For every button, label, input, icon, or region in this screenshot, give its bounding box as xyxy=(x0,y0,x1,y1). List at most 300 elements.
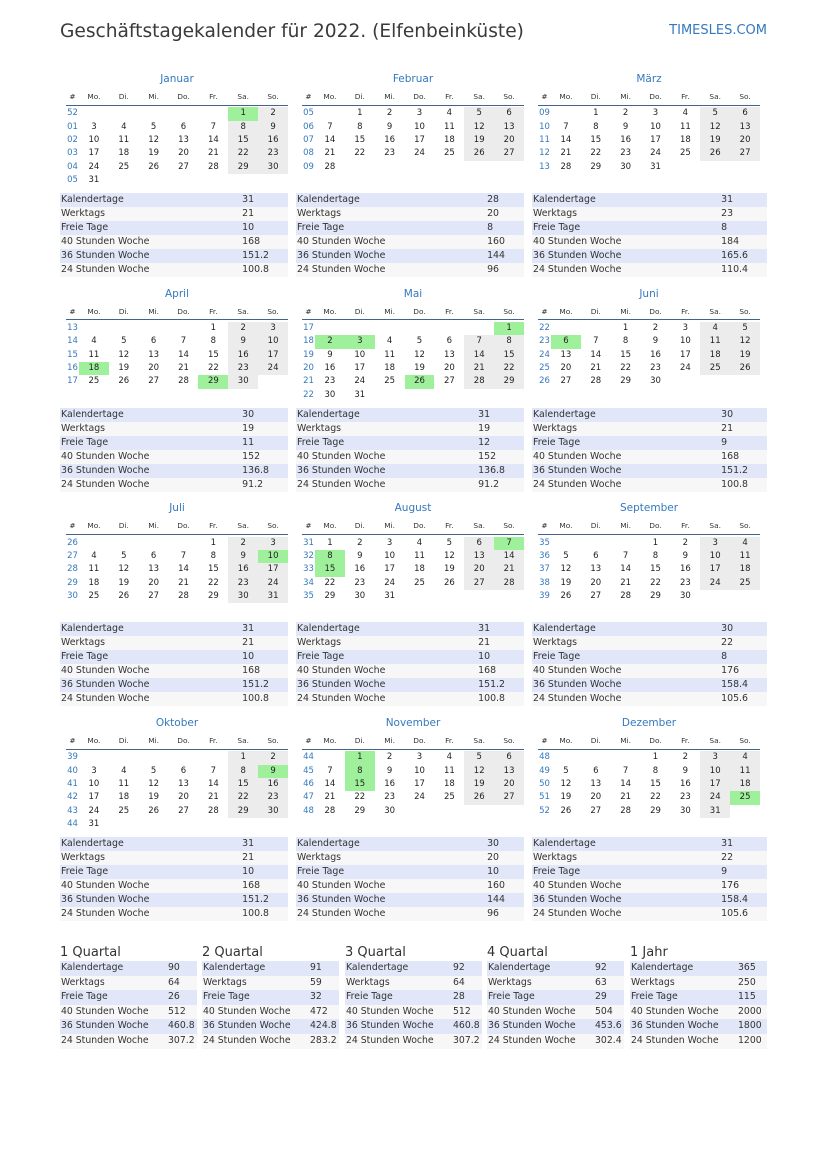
stat-value: 100.8 xyxy=(242,908,269,920)
stat-label: 36 Stunden Woche xyxy=(533,464,622,476)
weekday-header-row xyxy=(302,305,524,321)
weekend-day-cell: 4 xyxy=(700,322,730,335)
summary-label: 36 Stunden Woche xyxy=(488,1020,576,1032)
weekend-day-cell: 13 xyxy=(730,121,760,134)
weekend-day-cell: 15 xyxy=(228,778,258,791)
day-cell: 28 xyxy=(590,376,602,387)
weekend-day-cell: 11 xyxy=(700,335,730,348)
stat-label: 24 Stunden Woche xyxy=(533,264,622,275)
empty-day-cell xyxy=(581,537,611,550)
summary-label: 24 Stunden Woche xyxy=(61,1034,149,1046)
day-cell: 8 xyxy=(593,121,599,132)
week-rows xyxy=(538,107,760,173)
summary-column xyxy=(202,944,339,1049)
weekend-day-cell: 20 xyxy=(494,134,524,147)
week-row xyxy=(302,550,524,563)
weekend-day-cell: 9 xyxy=(228,335,258,348)
weekend-day-cell: 14 xyxy=(464,349,494,362)
stat-label: Freie Tage xyxy=(297,651,345,663)
weekday-header: So. xyxy=(267,736,279,746)
weekday-header: Mi. xyxy=(384,306,396,316)
weekday-header: Sa. xyxy=(473,92,485,101)
month-stats-table xyxy=(60,408,288,492)
day-cell: 6 xyxy=(180,765,187,776)
week-row xyxy=(302,161,524,174)
weekend-day-cell: 2 xyxy=(258,751,288,764)
weekend-day-cell: 4 xyxy=(730,537,760,550)
stat-label: 36 Stunden Woche xyxy=(61,679,150,691)
weekday-header: Mi. xyxy=(148,92,160,101)
stat-value: 8 xyxy=(487,222,494,233)
stat-row xyxy=(296,692,524,706)
stat-label: Kalendertage xyxy=(297,623,360,635)
summary-value: 504 xyxy=(595,1005,613,1017)
week-row xyxy=(302,375,524,388)
day-cell: 6 xyxy=(593,551,599,562)
weekend-day-cell: 8 xyxy=(228,121,258,134)
weekday-header: Di. xyxy=(590,306,601,316)
day-cell: 17 xyxy=(650,134,661,145)
page-title: Geschäftstagekalender für 2022. (Elfenbeinküste) xyxy=(60,21,524,42)
day-cell: 15 xyxy=(650,779,661,790)
empty-day-cell xyxy=(109,537,139,550)
day-cell: 28 xyxy=(620,805,632,816)
stat-value: 91.2 xyxy=(478,478,500,490)
holiday-day-cell: 15 xyxy=(345,778,375,791)
week-column-header: # xyxy=(69,92,76,101)
weekend-day-cell: 2 xyxy=(258,107,288,120)
weekend-day-cell: 4 xyxy=(730,751,760,764)
week-column-header: # xyxy=(541,736,548,746)
weekday-header: Do. xyxy=(413,521,426,531)
week-number: 01 xyxy=(67,121,78,132)
stat-row xyxy=(532,193,767,207)
stat-value: 9 xyxy=(721,866,728,878)
day-cell: 17 xyxy=(88,148,100,159)
weekend-day-cell: 22 xyxy=(228,147,258,160)
summary-label: 40 Stunden Woche xyxy=(346,1005,434,1017)
day-cell: 13 xyxy=(560,349,572,360)
empty-day-cell xyxy=(405,161,435,174)
weekend-day-cell: 11 xyxy=(730,550,760,563)
summary-label: Freie Tage xyxy=(203,991,250,1003)
summary-column xyxy=(630,944,767,1049)
stat-row xyxy=(532,879,767,893)
weekday-header: Di. xyxy=(590,92,601,101)
day-cell: 17 xyxy=(679,349,691,360)
weekend-day-cell: 6 xyxy=(464,537,494,550)
day-cell: 12 xyxy=(560,779,572,790)
day-cell: 16 xyxy=(679,779,691,790)
day-cell: 21 xyxy=(178,577,189,588)
summary-table xyxy=(60,961,197,1049)
stat-label: 40 Stunden Woche xyxy=(61,450,150,462)
week-row xyxy=(66,818,288,831)
weekend-day-cell: 24 xyxy=(258,362,288,375)
stat-label: 36 Stunden Woche xyxy=(61,894,150,906)
week-rows xyxy=(302,537,524,603)
empty-day-cell xyxy=(169,751,199,764)
day-cell: 27 xyxy=(178,161,189,172)
summary-row xyxy=(202,961,339,976)
week-number: 12 xyxy=(539,148,550,159)
day-cell: 9 xyxy=(682,551,689,562)
weekday-header: Di. xyxy=(354,521,365,531)
week-rows xyxy=(302,751,524,817)
stat-row xyxy=(532,478,767,492)
weekday-header: Mi. xyxy=(384,736,396,746)
stat-label: 24 Stunden Woche xyxy=(533,908,622,920)
stat-value: 100.8 xyxy=(478,693,505,705)
month-title: Oktober xyxy=(155,717,199,730)
day-cell: 16 xyxy=(384,779,396,790)
day-cell: 21 xyxy=(560,148,572,159)
day-cell: 8 xyxy=(652,551,659,562)
day-cell: 15 xyxy=(207,564,219,575)
stat-row xyxy=(296,249,524,263)
weekend-day-cell: 26 xyxy=(464,147,494,160)
week-column-header: # xyxy=(541,521,548,531)
week-row xyxy=(302,537,524,550)
holiday-day-cell: 25 xyxy=(730,791,760,804)
week-rows xyxy=(66,537,288,603)
weekend-day-cell: 15 xyxy=(494,349,524,362)
day-cell: 17 xyxy=(414,779,425,790)
day-cell: 23 xyxy=(384,792,396,803)
week-number: 46 xyxy=(303,779,314,790)
week-row xyxy=(66,550,288,563)
weekday-header: So. xyxy=(739,736,751,746)
day-cell: 10 xyxy=(88,134,100,145)
stat-value: 168 xyxy=(721,450,740,462)
month-stats-table xyxy=(532,837,767,921)
weekday-header: Di. xyxy=(118,306,129,316)
stat-row xyxy=(296,478,524,492)
stat-value: 21 xyxy=(242,852,255,864)
empty-day-cell xyxy=(551,322,581,335)
day-cell: 14 xyxy=(178,349,189,360)
weekday-header: So. xyxy=(503,92,515,101)
day-cell: 13 xyxy=(178,134,189,145)
stat-row xyxy=(532,622,767,636)
day-cell: 9 xyxy=(386,765,393,776)
summary-value: 365 xyxy=(738,962,756,973)
day-cell: 5 xyxy=(416,336,423,347)
day-cell: 7 xyxy=(180,551,187,562)
stat-label: Freie Tage xyxy=(533,651,581,663)
week-row xyxy=(66,805,288,818)
month-stats-table xyxy=(532,622,767,706)
day-cell: 3 xyxy=(386,537,393,548)
week-row xyxy=(538,550,760,563)
week-number: 39 xyxy=(67,752,78,763)
day-cell: 7 xyxy=(563,121,569,132)
stat-row xyxy=(60,678,288,692)
stat-value: 21 xyxy=(721,422,734,434)
holiday-day-cell: 1 xyxy=(345,751,375,764)
stat-value: 31 xyxy=(242,623,255,635)
day-cell: 17 xyxy=(384,564,396,575)
weekday-header: Sa. xyxy=(237,736,249,746)
day-cell: 30 xyxy=(650,376,661,387)
day-cell: 3 xyxy=(91,765,97,776)
stat-row xyxy=(532,865,767,879)
weekday-header: Do. xyxy=(177,521,190,531)
weekday-header: Mo. xyxy=(559,521,573,531)
day-cell: 26 xyxy=(148,161,160,172)
day-cell: 4 xyxy=(682,108,689,119)
stat-row xyxy=(296,879,524,893)
week-number: 37 xyxy=(539,564,550,575)
week-number: 52 xyxy=(67,108,78,119)
weekday-header: Mi. xyxy=(384,92,396,101)
month-title: März xyxy=(636,73,662,85)
stat-label: 24 Stunden Woche xyxy=(297,693,386,705)
stat-row xyxy=(532,837,767,851)
stat-value: 96 xyxy=(487,264,500,275)
summary-row xyxy=(487,1005,624,1020)
week-row xyxy=(66,765,288,778)
week-column-header: # xyxy=(69,736,76,746)
week-row xyxy=(538,577,760,590)
week-row xyxy=(302,577,524,590)
week-number: 18 xyxy=(303,336,314,347)
week-row xyxy=(66,751,288,764)
weekend-day-cell: 30 xyxy=(228,590,258,603)
weekday-header: Mi. xyxy=(384,521,396,531)
day-cell: 6 xyxy=(446,336,453,347)
week-row xyxy=(302,362,524,375)
stat-value: 12 xyxy=(478,436,491,448)
empty-day-cell xyxy=(611,751,641,764)
week-row xyxy=(66,107,288,120)
weekend-day-cell: 3 xyxy=(258,322,288,335)
weekend-day-cell: 17 xyxy=(258,349,288,362)
weekday-header: Mo. xyxy=(323,521,337,531)
week-number: 17 xyxy=(67,376,78,387)
day-cell: 15 xyxy=(207,349,219,360)
summary-row xyxy=(630,990,767,1005)
day-cell: 5 xyxy=(563,765,569,776)
week-number: 42 xyxy=(67,792,78,803)
stat-row xyxy=(296,464,524,478)
empty-day-cell xyxy=(375,161,405,174)
summary-row xyxy=(630,1019,767,1034)
stat-label: Werktags xyxy=(297,852,342,864)
stat-value: 30 xyxy=(721,623,734,635)
stat-value: 160 xyxy=(487,236,505,247)
stat-value: 11 xyxy=(242,436,255,448)
stat-label: 40 Stunden Woche xyxy=(297,450,386,462)
day-cell: 25 xyxy=(414,577,425,588)
stat-value: 168 xyxy=(242,880,261,892)
week-number: 25 xyxy=(539,362,550,373)
empty-day-cell xyxy=(258,174,288,187)
month-block xyxy=(532,714,767,924)
weekday-header-row xyxy=(66,519,288,535)
stat-row xyxy=(60,450,288,464)
stat-row xyxy=(60,478,288,492)
stat-row xyxy=(532,263,767,277)
weekday-header-row xyxy=(538,90,760,106)
week-number: 50 xyxy=(539,779,550,790)
brand-link[interactable]: TIMESLES.COM xyxy=(669,23,767,38)
summary-row xyxy=(60,990,197,1005)
stat-value: 176 xyxy=(721,665,740,677)
stat-value: 31 xyxy=(242,194,255,205)
weekend-day-cell: 27 xyxy=(494,791,524,804)
stat-value: 22 xyxy=(721,637,734,649)
stat-row xyxy=(532,851,767,865)
stat-label: Werktags xyxy=(61,422,106,434)
weekday-header: Fr. xyxy=(445,736,454,746)
week-number: 04 xyxy=(67,161,78,172)
day-cell: 27 xyxy=(443,376,455,387)
week-number: 17 xyxy=(303,323,314,334)
day-cell: 18 xyxy=(118,792,130,803)
week-row xyxy=(302,765,524,778)
weekend-day-cell: 5 xyxy=(700,107,730,120)
day-cell: 22 xyxy=(207,577,219,588)
week-row xyxy=(66,322,288,335)
summary-row xyxy=(60,1019,197,1034)
weekend-day-cell: 21 xyxy=(494,563,524,576)
week-row xyxy=(66,791,288,804)
summary-value: 90 xyxy=(168,962,180,973)
day-cell: 5 xyxy=(121,336,127,347)
week-row xyxy=(538,335,760,348)
day-cell: 25 xyxy=(443,792,455,803)
day-cell: 24 xyxy=(88,805,100,816)
day-cell: 21 xyxy=(207,792,219,803)
day-cell: 16 xyxy=(650,349,661,360)
weekday-header: Sa. xyxy=(237,306,249,316)
stat-label: 40 Stunden Woche xyxy=(61,665,150,677)
week-rows xyxy=(538,751,760,817)
weekday-header: Mo. xyxy=(87,92,101,101)
holiday-day-cell: 10 xyxy=(258,550,288,563)
stat-value: 9 xyxy=(721,436,728,448)
month-title: Februar xyxy=(392,73,434,85)
empty-day-cell xyxy=(169,537,199,550)
stat-value: 10 xyxy=(487,866,500,878)
weekend-day-cell: 16 xyxy=(258,778,288,791)
stat-label: Freie Tage xyxy=(533,436,581,448)
summary-row xyxy=(630,976,767,991)
holiday-day-cell: 1 xyxy=(494,322,524,335)
week-number: 03 xyxy=(67,148,78,159)
day-cell: 8 xyxy=(357,121,363,132)
month-stats-table xyxy=(60,193,288,277)
day-cell: 21 xyxy=(620,577,632,588)
day-cell: 17 xyxy=(354,362,366,373)
day-cell: 18 xyxy=(118,148,130,159)
day-cell: 22 xyxy=(354,792,366,803)
weekday-header: Mi. xyxy=(620,521,632,531)
empty-day-cell xyxy=(109,174,139,187)
stat-row xyxy=(532,207,767,221)
weekday-header: Mi. xyxy=(148,521,160,531)
day-cell: 12 xyxy=(560,564,572,575)
week-number: 39 xyxy=(539,590,550,601)
week-number: 51 xyxy=(539,792,550,803)
day-cell: 19 xyxy=(414,362,425,373)
weekend-day-cell: 25 xyxy=(700,362,730,375)
week-row xyxy=(538,765,760,778)
weekday-header: Sa. xyxy=(473,736,485,746)
weekend-day-cell: 15 xyxy=(228,134,258,147)
summary-value: 29 xyxy=(595,991,607,1003)
empty-day-cell xyxy=(551,751,581,764)
day-cell: 30 xyxy=(324,389,336,400)
month-block xyxy=(60,70,288,280)
stat-row xyxy=(296,664,524,678)
stat-row xyxy=(532,893,767,907)
week-row xyxy=(66,174,288,187)
stat-label: Werktags xyxy=(61,852,106,864)
empty-day-cell xyxy=(109,107,139,120)
day-cell: 30 xyxy=(384,805,396,816)
week-number: 10 xyxy=(539,121,550,132)
summary-value: 250 xyxy=(738,976,756,988)
empty-day-cell xyxy=(139,107,169,120)
week-number: 43 xyxy=(67,805,78,816)
summary-column xyxy=(487,944,624,1049)
summary-row xyxy=(345,990,482,1005)
empty-day-cell xyxy=(169,107,199,120)
weekend-day-cell: 9 xyxy=(258,121,288,134)
summary-value: 1200 xyxy=(738,1034,762,1046)
summary-value: 472 xyxy=(310,1005,328,1017)
day-cell: 1 xyxy=(327,537,333,548)
day-cell: 8 xyxy=(210,336,217,347)
day-cell: 2 xyxy=(682,752,689,763)
day-cell: 11 xyxy=(414,551,425,562)
weekday-header: Di. xyxy=(118,92,129,101)
day-cell: 31 xyxy=(650,161,661,172)
stat-label: Kalendertage xyxy=(533,194,596,205)
weekday-header: Mo. xyxy=(323,306,337,316)
empty-day-cell xyxy=(228,174,258,187)
stat-label: Kalendertage xyxy=(61,194,124,205)
summary-value: 64 xyxy=(453,976,465,988)
day-cell: 4 xyxy=(446,108,453,119)
empty-day-cell xyxy=(109,818,139,831)
summary-row xyxy=(487,1019,624,1034)
stat-label: Werktags xyxy=(297,422,342,434)
summary-row xyxy=(202,990,339,1005)
week-number: 44 xyxy=(67,818,78,829)
stat-label: Freie Tage xyxy=(297,436,345,448)
day-cell: 29 xyxy=(650,805,661,816)
day-cell: 3 xyxy=(91,121,97,132)
week-row xyxy=(66,375,288,388)
summary-section xyxy=(0,944,827,1054)
day-cell: 28 xyxy=(560,161,572,172)
empty-day-cell xyxy=(581,751,611,764)
day-cell: 20 xyxy=(443,362,455,373)
summary-row xyxy=(202,1034,339,1049)
weekday-header: Do. xyxy=(649,521,662,531)
empty-day-cell xyxy=(315,322,345,335)
weekday-header: Mo. xyxy=(559,92,573,101)
stat-value: 30 xyxy=(487,838,500,850)
summary-value: 424.8 xyxy=(310,1020,337,1032)
weekend-day-cell: 26 xyxy=(700,147,730,160)
weekday-header: Do. xyxy=(649,92,662,101)
summary-label: 24 Stunden Woche xyxy=(346,1034,434,1046)
month-title: Dezember xyxy=(621,717,677,730)
